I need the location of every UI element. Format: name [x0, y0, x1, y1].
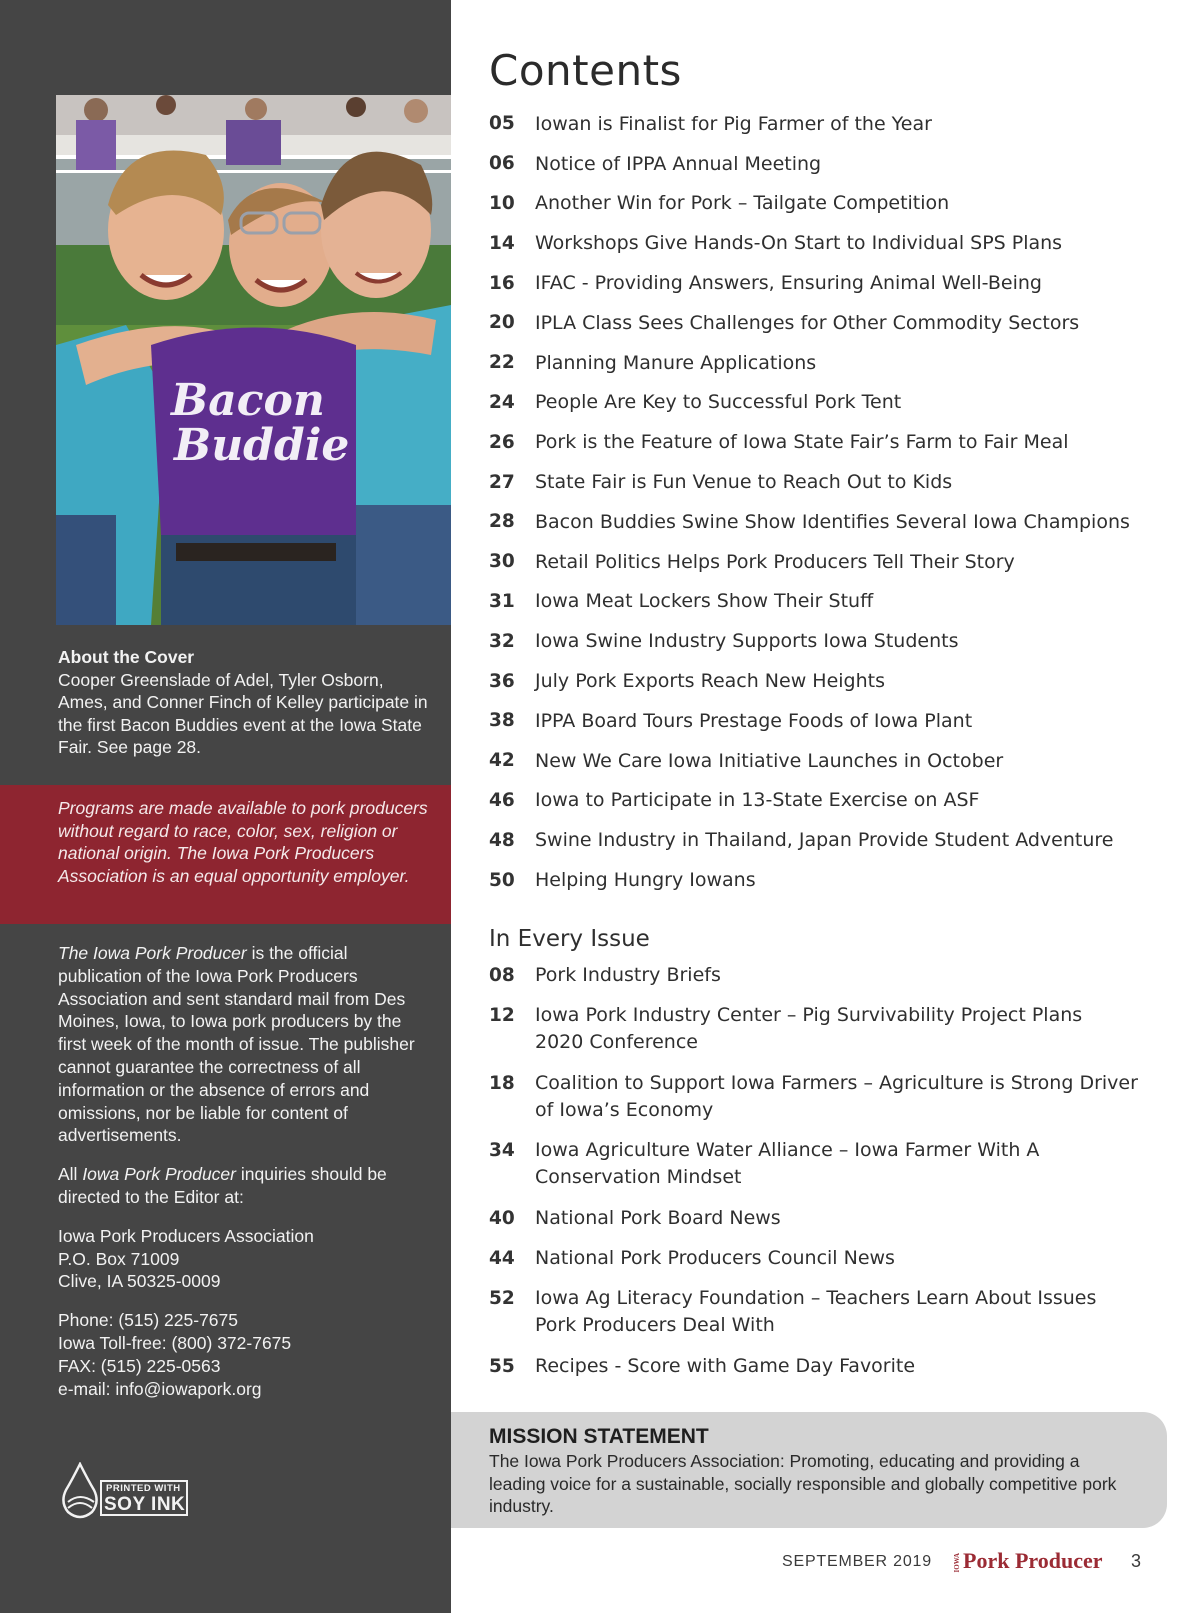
toc-page-number: 28: [489, 511, 515, 533]
every-issue-entry[interactable]: [489, 962, 1169, 989]
contents-title: Contents: [489, 46, 682, 95]
every-issue-entry[interactable]: [489, 1245, 1169, 1272]
every-issue-page-number: 55: [489, 1355, 515, 1377]
toc-page-number: 27: [489, 471, 515, 493]
every-issue-title: In Every Issue: [489, 926, 650, 952]
mailing-address: [58, 1225, 428, 1293]
every-issue-title-line: Iowa Pork Industry Center – Pig Survivability Project Plans: [535, 1004, 1083, 1027]
toc-entry[interactable]: [489, 223, 1169, 263]
toc-entry[interactable]: [489, 184, 1169, 224]
toc-page-number: 36: [489, 670, 515, 692]
every-issue-page-number: 18: [489, 1072, 515, 1094]
cover-photo: [56, 95, 451, 625]
about-heading: About the Cover: [58, 647, 195, 667]
soy-ink-badge: [100, 1480, 188, 1516]
toc-page-number: 20: [489, 312, 515, 334]
toc-page-number: 22: [489, 352, 515, 374]
cover-shirt-line2: Buddie: [174, 420, 350, 471]
toc-title: July Pork Exports Reach New Heights: [535, 670, 885, 693]
toc-entry[interactable]: [489, 462, 1169, 502]
toc-page-number: 26: [489, 431, 515, 453]
page-number: 3: [1131, 1551, 1142, 1571]
toc-page-number: 05: [489, 113, 515, 135]
toc-title: Helping Hungry Iowans: [535, 869, 756, 892]
every-issue-title-line: 2020 Conference: [535, 1031, 698, 1054]
contact-info: [58, 1309, 428, 1400]
every-issue-title-line: Coalition to Support Iowa Farmers – Agriculture is Strong Driver: [535, 1071, 1138, 1094]
every-issue-title-text: [535, 962, 1169, 989]
every-issue-title-text: [535, 1070, 1169, 1124]
soy-drop-icon: [58, 1462, 102, 1520]
every-issue-title-line: Pork Producers Deal With: [535, 1314, 775, 1337]
every-issue-entry[interactable]: [489, 1137, 1169, 1191]
every-issue-page-number: 52: [489, 1288, 515, 1310]
toc-title: Iowa Meat Lockers Show Their Stuff: [535, 590, 874, 613]
toc-entry[interactable]: [489, 582, 1169, 622]
every-issue-title-text: [535, 1002, 1169, 1056]
email-link[interactable]: e-mail: info@iowapork.org: [58, 1378, 262, 1399]
every-issue-entry[interactable]: [489, 1070, 1169, 1124]
toc-title: Iowan is Finalist for Pig Farmer of the Year: [535, 112, 932, 135]
every-issue-entry[interactable]: [489, 1285, 1169, 1339]
publication-title: The Iowa Pork Producer: [58, 943, 247, 963]
toc-page-number: 10: [489, 192, 515, 214]
every-issue-title-line: National Pork Board News: [535, 1206, 781, 1229]
toc-title: Workshops Give Hands-On Start to Individual SPS Plans: [535, 232, 1063, 255]
logo-iowa: IOWA: [953, 1553, 961, 1573]
every-issue-entry[interactable]: [489, 1205, 1169, 1232]
toc-page-number: 06: [489, 153, 515, 175]
phone: Phone: (515) 225-7675: [58, 1310, 238, 1331]
toc-title: IPPA Board Tours Prestage Foods of Iowa Plant: [535, 709, 973, 732]
every-issue-page-number: 34: [489, 1140, 515, 1162]
every-issue-title-text: [535, 1285, 1169, 1339]
every-issue-title-line: Iowa Ag Literacy Foundation – Teachers Learn About Issues: [535, 1287, 1097, 1310]
toc-entry[interactable]: [489, 542, 1169, 582]
cover-shirt-line1: Bacon: [171, 375, 325, 426]
about-the-cover: [58, 646, 428, 759]
sidebar: [0, 0, 451, 1613]
every-issue-title-line: of Iowa’s Economy: [535, 1098, 714, 1121]
equal-opportunity-box: [0, 785, 451, 924]
every-issue-page-number: 12: [489, 1005, 515, 1027]
toc-entry[interactable]: [489, 741, 1169, 781]
every-issue-title-text: [535, 1137, 1169, 1191]
soy-ink-logo: [58, 1462, 198, 1520]
toc-title: Planning Manure Applications: [535, 351, 817, 374]
every-issue-title-line: Conservation Mindset: [535, 1166, 742, 1189]
soy-ink-big: SOY INK: [104, 1494, 186, 1515]
toc-entry[interactable]: [489, 621, 1169, 661]
soy-ink-small: PRINTED WITH: [106, 1483, 181, 1494]
toc-page-number: 16: [489, 272, 515, 294]
address-line: Iowa Pork Producers Association: [58, 1225, 314, 1246]
toc-page-number: 14: [489, 232, 515, 254]
fax: FAX: (515) 225-0563: [58, 1355, 221, 1376]
toc-entry[interactable]: [489, 502, 1169, 542]
publication-statement-text: is the official publication of the Iowa Pork Producers Association and sent standard mail from Des Moines, Iowa, to Iowa pork producers by the first week of the month of issue. The publisher cannot guarantee the correctness of all information or the absence of errors and omissions, nor be liable for content of advertisements.: [58, 943, 415, 1146]
mission-heading: MISSION STATEMENT: [489, 1425, 709, 1448]
toc-entry[interactable]: [489, 144, 1169, 184]
toc-title: Bacon Buddies Swine Show Identifies Several Iowa Champions: [535, 510, 1130, 533]
mission-text: The Iowa Pork Producers Association: Promoting, educating and providing a leading voice for a sustainable, socially responsible and globally competitive pork industry.: [489, 1451, 1117, 1516]
every-issue-title-line: Pork Industry Briefs: [535, 964, 721, 986]
toc-page-number: 38: [489, 710, 515, 732]
toc-title: Swine Industry in Thailand, Japan Provide Student Adventure: [535, 829, 1114, 852]
every-issue-title-text: [535, 1245, 1169, 1272]
toc-entry[interactable]: [489, 781, 1169, 821]
about-text: Cooper Greenslade of Adel, Tyler Osborn, Ames, and Conner Finch of Kelley participate in the first Bacon Buddies event at the Iowa State Fair. See page 28.: [58, 669, 428, 757]
every-issue-page-number: 40: [489, 1207, 515, 1229]
every-issue-title-text: [535, 1205, 1169, 1232]
toc-title: Notice of IPPA Annual Meeting: [535, 152, 822, 175]
toc-entry[interactable]: [489, 860, 1169, 900]
publication-info: [58, 942, 428, 1416]
inquiries-publication-title: Iowa Pork Producer: [82, 1164, 236, 1185]
address-line: P.O. Box 71009: [58, 1248, 180, 1269]
every-issue-entry[interactable]: [489, 1002, 1169, 1056]
toc-title: New We Care Iowa Initiative Launches in October: [535, 749, 1004, 772]
toc-entry[interactable]: [489, 820, 1169, 860]
issue-date: SEPTEMBER 2019: [782, 1553, 932, 1570]
toc-page-number: 48: [489, 829, 515, 851]
toc-title: Iowa Swine Industry Supports Iowa Students: [535, 630, 959, 653]
every-issue-page-number: 44: [489, 1247, 515, 1269]
toc-page-number: 31: [489, 590, 515, 612]
every-issue-title-line: National Pork Producers Council News: [535, 1246, 895, 1269]
contents-list: [489, 104, 1169, 900]
toc-title: IFAC - Providing Answers, Ensuring Animal Well-Being: [535, 272, 1042, 295]
every-issue-title-line: Iowa Agriculture Water Alliance – Iowa Farmer With A: [535, 1139, 1040, 1162]
toc-title: Retail Politics Helps Pork Producers Tell Their Story: [535, 550, 1015, 573]
toc-title: Iowa to Participate in 13-State Exercise on ASF: [535, 789, 980, 812]
toc-page-number: 50: [489, 869, 515, 891]
publication-statement: [58, 942, 428, 1147]
toc-title: Pork is the Feature of Iowa State Fair’s Farm to Fair Meal: [535, 431, 1069, 454]
toll-free: Iowa Toll-free: (800) 372-7675: [58, 1332, 292, 1353]
inquiries-suffix: inquiries should be directed to the Editor at:: [58, 1164, 387, 1207]
toc-page-number: 32: [489, 630, 515, 652]
toc-title: IPLA Class Sees Challenges for Other Commodity Sectors: [535, 311, 1080, 334]
toc-entry[interactable]: [489, 383, 1169, 423]
every-issue-list: [489, 962, 1169, 1393]
toc-entry[interactable]: [489, 422, 1169, 462]
toc-entry[interactable]: [489, 701, 1169, 741]
every-issue-entry[interactable]: [489, 1353, 1169, 1380]
every-issue-title-line: Recipes - Score with Game Day Favorite: [535, 1354, 916, 1377]
toc-title: Another Win for Pork – Tailgate Competition: [535, 192, 950, 215]
toc-title: People Are Key to Successful Pork Tent: [535, 391, 902, 414]
toc-entry[interactable]: [489, 303, 1169, 343]
toc-entry[interactable]: [489, 104, 1169, 144]
toc-page-number: 46: [489, 789, 515, 811]
address-line: Clive, IA 50325-0009: [58, 1271, 221, 1292]
every-issue-page-number: 08: [489, 965, 515, 986]
mission-statement: [451, 1412, 1167, 1528]
toc-title: State Fair is Fun Venue to Reach Out to Kids: [535, 471, 953, 494]
toc-entry[interactable]: [489, 661, 1169, 701]
toc-entry[interactable]: [489, 263, 1169, 303]
inquiries-note: [58, 1163, 428, 1209]
toc-page-number: 30: [489, 551, 515, 573]
inquiries-prefix: All: [58, 1164, 83, 1185]
toc-page-number: 24: [489, 391, 515, 413]
equal-opportunity-text: Programs are made available to pork producers without regard to race, color, sex, religion or national origin. The Iowa Pork Producers Association is an equal opportunity employer.: [58, 798, 428, 887]
toc-entry[interactable]: [489, 343, 1169, 383]
logo-text: Pork Producer: [963, 1548, 1103, 1573]
toc-page-number: 42: [489, 750, 515, 772]
magazine-logo: [953, 1548, 1103, 1574]
every-issue-title-text: [535, 1353, 1169, 1380]
